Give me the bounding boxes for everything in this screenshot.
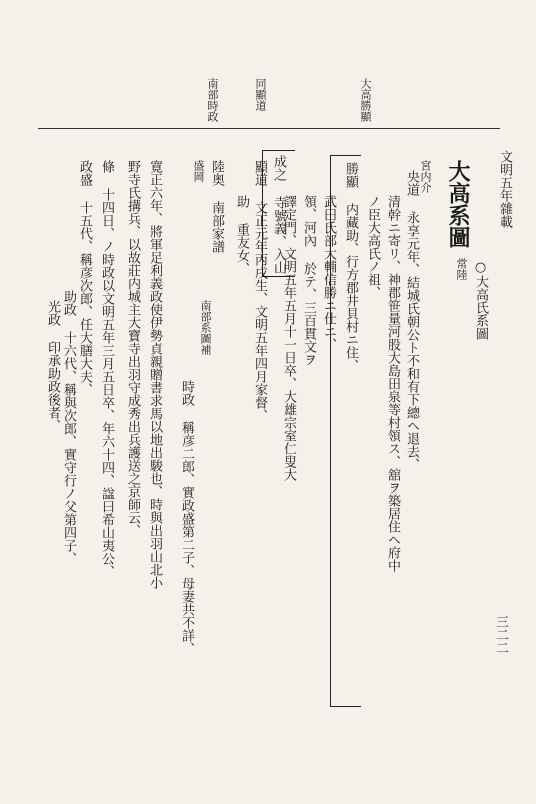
col-7: ノ臣大高氏ノ祖、 — [365, 195, 380, 299]
col-12: 成之 寺號義、入山 — [271, 155, 286, 274]
col-14: 助 重友女、 — [234, 195, 249, 275]
col-8: 勝顯 内藏助、行方郡井貝村ニ住、 — [343, 162, 358, 372]
header-rule — [38, 128, 500, 129]
col-9: 武田氏部大輔信勝ニ仕エ、 — [321, 195, 336, 351]
col-18: 時政 稱彦二郎、實政盛第二子、母妻共不詳、 — [179, 380, 194, 655]
col-10: 領、河內 於テ、三百貫文ヲ — [301, 195, 316, 366]
col-16: 盛岡 — [192, 160, 205, 182]
col-1: ○大高氏系圖 — [473, 260, 488, 340]
col-15: 陸奥 南部家譜 — [209, 160, 224, 253]
col-24: 光政 印承助政後者、 — [45, 300, 60, 432]
col-23: 助政 十六代、稱與次郎、實守行ノ父第四子、 — [61, 290, 76, 565]
col-5: 央道 永享元年、結城氏朝公ト不和有下總ヘ退去、 — [404, 170, 419, 471]
col-20: 野寺氏搆兵、以故莊内城主大寶寺出羽守成秀出兵護送之京師云、 — [125, 160, 140, 537]
page-number: 三二二 — [493, 615, 508, 654]
col-2: 常陸 — [455, 258, 468, 280]
col-21: 條 十四日、ノ時政以文明五年三月五日卒、年六十四、諡曰希山夷公、 — [99, 160, 114, 578]
col-17: 南部系圖補 — [199, 300, 212, 355]
col-22: 政盛 十五代、稱彦次郎、任大膳大夫、 — [77, 160, 92, 396]
header-item-1: 大高勝顯 — [359, 78, 372, 122]
col-11: 譯定門、文明五年五月十一日卒、大雄宗室仁叟大 — [281, 195, 296, 481]
header-item-3: 南部時政 — [206, 78, 219, 122]
col-3-title: 大高系圖 — [445, 160, 471, 248]
running-head: 文明五年雜載 — [497, 150, 512, 228]
col-19: 寛正六年、將軍足利義政使伊勢貞親贈書求馬以地出駿也、時與出羽山北小 — [147, 160, 162, 589]
col-13: 顯道 文正元年丙戌生、文明五年四月家督、 — [252, 160, 267, 422]
col-4: 宮内介 — [419, 160, 432, 193]
header-item-2: 同顯道 — [254, 78, 267, 111]
col-6: 清幹ニ寄リ、神郡笹量河股大島田泉等村領ス、舘ヲ築居住ヘ府中 — [385, 195, 400, 572]
